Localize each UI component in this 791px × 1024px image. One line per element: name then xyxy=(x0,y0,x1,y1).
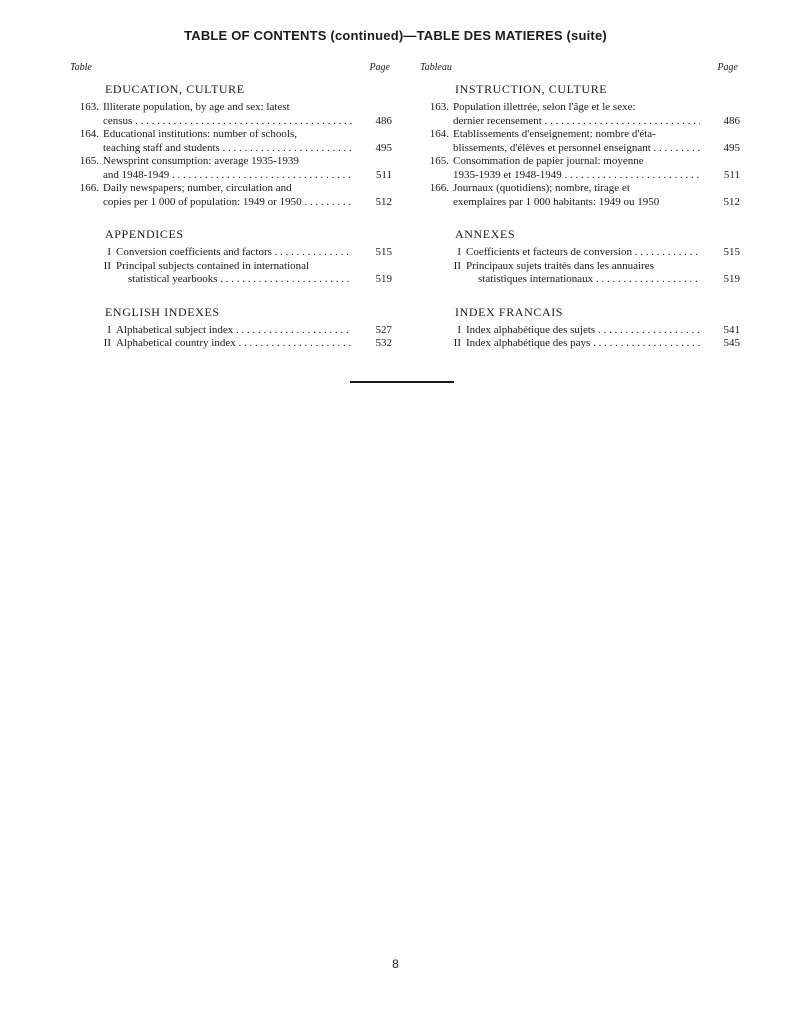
page-label: Page xyxy=(717,62,738,73)
toc-entry-164[interactable] xyxy=(418,128,740,155)
english-column xyxy=(68,60,392,351)
entry-title-line2: teaching staff and students . . . xyxy=(103,142,352,156)
entry-page: 486 xyxy=(375,114,392,127)
entry-title-line2: copies per 1 000 of population: 1949 or 1950 . . . xyxy=(103,196,352,210)
entry-number: 166. xyxy=(79,182,99,194)
toc-entry-165[interactable] xyxy=(68,155,392,182)
toc-entry-163[interactable] xyxy=(418,101,740,128)
section-heading-annexes: ANNEXES xyxy=(455,227,516,241)
entry-page: 515 xyxy=(723,246,740,258)
entry-title-line1: Daily newspapers; number, circulation and xyxy=(103,182,292,194)
toc-entry-166[interactable] xyxy=(68,182,392,209)
section-heading-appendices: APPENDICES xyxy=(105,227,184,241)
toc-entry-index-1[interactable] xyxy=(418,324,740,338)
entry-number: 165. xyxy=(429,155,449,167)
page-title: TABLE OF CONTENTS (continued)—TABLE DES MATIERES (suite) xyxy=(184,28,607,43)
entry-title-line1: Alphabetical country index . . . xyxy=(116,337,352,351)
entry-page: 512 xyxy=(723,195,740,208)
entry-title-line1: Conversion coefficients and factors . . . xyxy=(116,246,352,260)
entry-number: II xyxy=(453,259,461,272)
table-label: Table xyxy=(70,62,92,73)
toc-entry-annexe-2[interactable] xyxy=(418,260,740,287)
entry-number: II xyxy=(453,337,461,349)
toc-entry-index-2[interactable] xyxy=(68,337,392,351)
entry-page: 495 xyxy=(723,141,740,154)
entry-title-line2: census . . . xyxy=(103,115,352,129)
entry-number: I xyxy=(457,246,461,258)
entry-title-line2: and 1948-1949 . . . xyxy=(103,169,352,183)
entry-page: 527 xyxy=(375,323,392,336)
entry-page: 519 xyxy=(723,273,740,285)
entry-number: I xyxy=(107,323,111,336)
entry-number: I xyxy=(457,323,461,336)
entry-page: 515 xyxy=(375,246,392,258)
toc-entry-164[interactable] xyxy=(68,128,392,155)
entry-title-line1: Consommation de papier journal: moyenne xyxy=(453,155,644,167)
entry-page: 545 xyxy=(723,337,740,349)
toc-entry-166[interactable] xyxy=(418,182,740,209)
entry-page: 532 xyxy=(375,337,392,349)
entry-title-line1: Alphabetical subject index . . . xyxy=(116,324,352,338)
entry-title-line1: Principaux sujets traités dans les annuaires xyxy=(466,259,654,272)
entry-title-line2: dernier recensement . . . xyxy=(453,115,700,129)
entry-title-line2: 1935-1939 et 1948-1949 . . . xyxy=(453,169,700,183)
entry-title-line2: exemplaires par 1 000 habitants: 1949 ou 1950 xyxy=(453,195,660,208)
entry-title-line2: statistical yearbooks . . . xyxy=(116,273,352,287)
toc-entry-appendix-1[interactable] xyxy=(68,246,392,260)
section-heading-instruction: INSTRUCTION, CULTURE xyxy=(455,82,608,96)
entry-title-line2: statistiques internationaux . . . xyxy=(466,273,700,287)
toc-entry-index-1[interactable] xyxy=(68,324,392,338)
french-column xyxy=(418,60,740,351)
entry-number: 166. xyxy=(429,182,449,194)
entry-title-line1: Index alphabétique des sujets . . . xyxy=(466,324,700,338)
entry-number: 164. xyxy=(429,128,449,140)
toc-entry-appendix-2[interactable] xyxy=(68,260,392,287)
toc-entry-annexe-1[interactable] xyxy=(418,246,740,260)
entry-title-line1: Newsprint consumption: average 1935-1939 xyxy=(103,155,299,167)
entry-page: 519 xyxy=(375,273,392,285)
entry-title-line1: Population illettrée, selon l'âge et le sexe: xyxy=(453,101,636,113)
entry-title-line1: Journaux (quotidiens); nombre, tirage et xyxy=(453,182,630,194)
toc-entry-index-2[interactable] xyxy=(418,337,740,351)
entry-title-line1: Index alphabétique des pays . . . xyxy=(466,337,700,351)
page-label: Page xyxy=(369,62,390,73)
entry-number: 163. xyxy=(429,101,449,113)
section-divider xyxy=(350,381,454,383)
entry-title-line1: Illiterate population, by age and sex: latest xyxy=(103,101,290,113)
section-heading-index-francais: INDEX FRANCAIS xyxy=(455,304,564,319)
column-header xyxy=(418,60,740,76)
entry-title-line1: Etablissements d'enseignement: nombre d'éta- xyxy=(453,128,656,140)
section-heading-indexes: ENGLISH INDEXES xyxy=(105,304,220,319)
toc-entry-163[interactable] xyxy=(68,101,392,128)
entry-page: 511 xyxy=(375,168,392,181)
entry-title-line1: Principal subjects contained in international xyxy=(116,259,310,272)
entry-title-line1: Coefficients et facteurs de conversion . . . xyxy=(466,246,700,260)
entry-page: 495 xyxy=(375,141,392,154)
column-header xyxy=(68,60,392,76)
entry-page: 486 xyxy=(723,114,740,127)
entry-number: II xyxy=(103,259,111,272)
toc-entry-165[interactable] xyxy=(418,155,740,182)
entry-title-line2: blissements, d'élèves et personnel enseignant . . . xyxy=(453,142,700,156)
page-number: 8 xyxy=(392,957,399,971)
entry-number: II xyxy=(103,337,111,349)
entry-page: 511 xyxy=(723,168,740,181)
entry-number: 163. xyxy=(79,101,99,113)
table-label: Tableau xyxy=(420,62,452,73)
entry-number: 164. xyxy=(79,128,99,140)
entry-page: 541 xyxy=(723,323,740,336)
entry-title-line1: Educational institutions: number of schools, xyxy=(103,128,298,140)
entry-page: 512 xyxy=(375,195,392,208)
section-heading-education: EDUCATION, CULTURE xyxy=(105,82,245,96)
entry-number: I xyxy=(107,246,111,258)
entry-number: 165. xyxy=(79,155,99,167)
